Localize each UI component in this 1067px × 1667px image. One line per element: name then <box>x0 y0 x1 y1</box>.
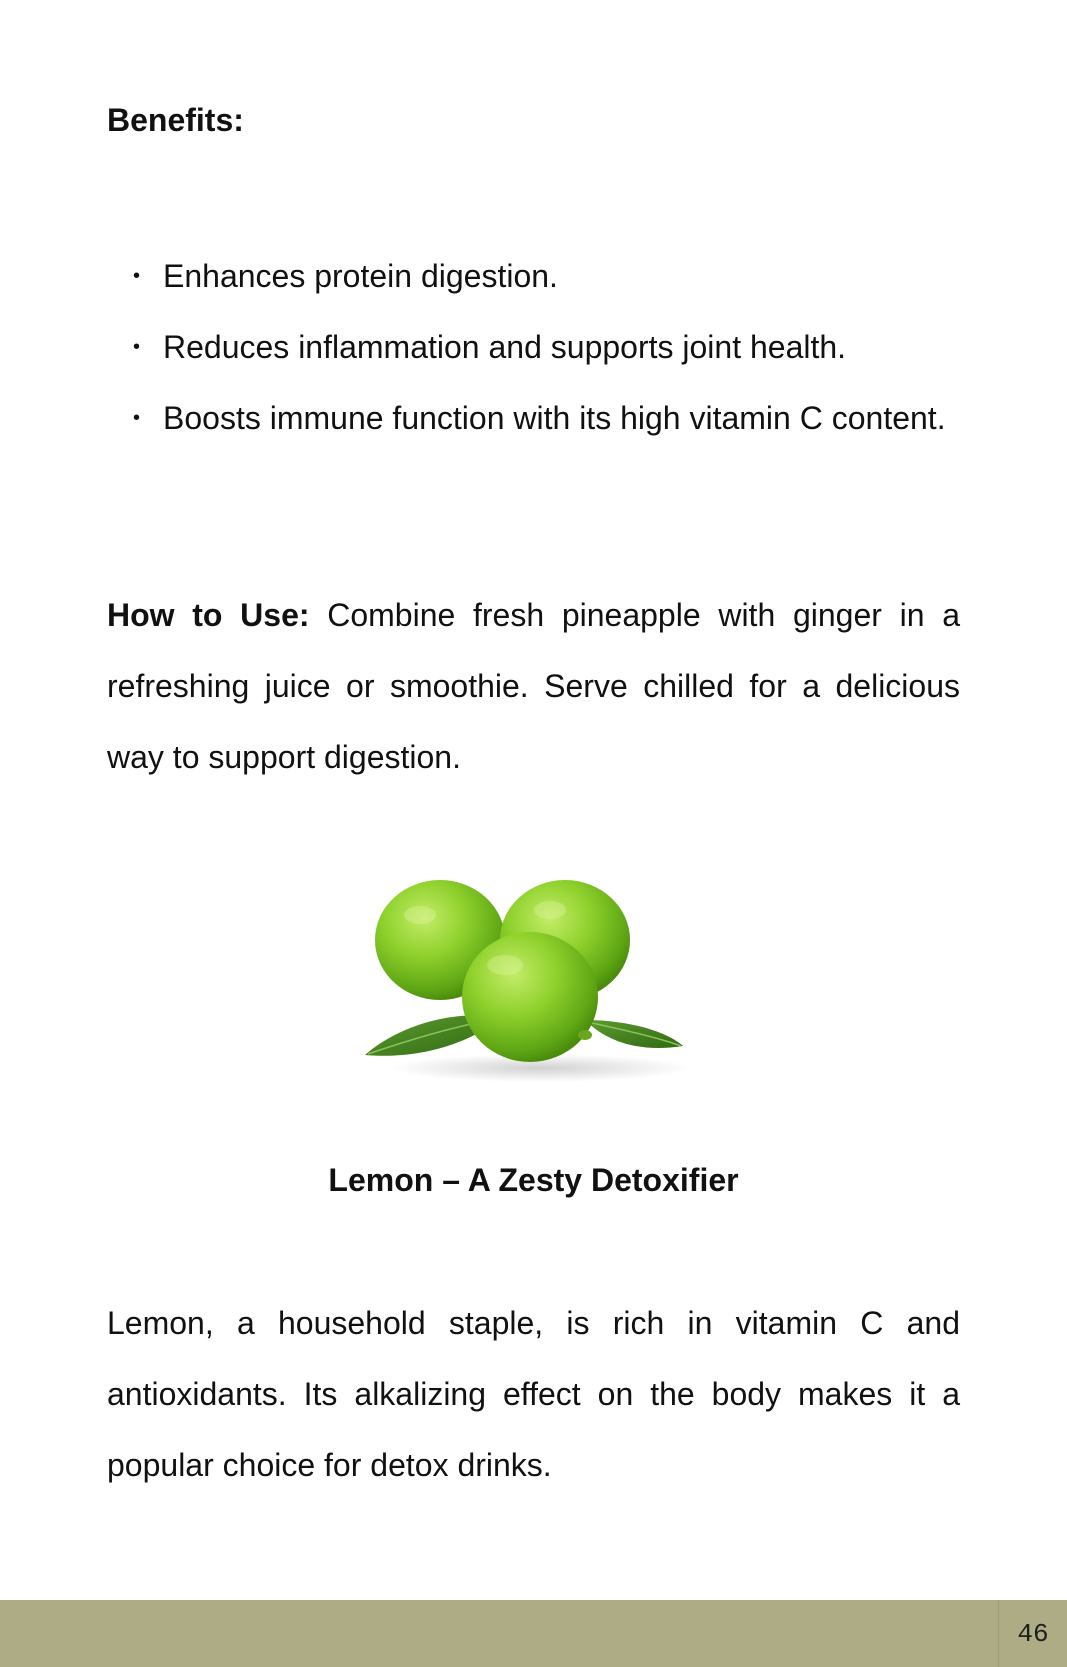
bullet-icon: • <box>133 265 141 287</box>
section-title: Lemon – A Zesty Detoxifier <box>328 1162 739 1198</box>
list-item-text: Enhances protein digestion. <box>163 258 558 294</box>
bullet-icon: • <box>133 407 141 429</box>
how-to-use-text: Combine fresh pineapple with ginger in a refreshing juice or smoothie. Serve chilled for a delicious way to support digestion. <box>107 597 960 775</box>
how-to-use-label: How to Use: <box>107 597 310 633</box>
list-item <box>107 241 960 312</box>
footer-bar <box>0 1600 1067 1667</box>
benefits-heading: Benefits: <box>107 102 244 138</box>
limes-image <box>365 870 705 1085</box>
how-to-use-paragraph <box>107 580 960 793</box>
list-item-text: Reduces inflammation and supports joint health. <box>163 329 847 365</box>
benefits-list <box>107 241 960 454</box>
list-item-text: Boosts immune function with its high vitamin C content. <box>163 400 946 436</box>
list-item <box>107 312 960 383</box>
lemon-paragraph: Lemon, a household staple, is rich in vitamin C and antioxidants. Its alkalizing effect on the body makes it a popular choice for detox drinks. <box>107 1305 960 1483</box>
bullet-icon: • <box>133 336 141 358</box>
list-item <box>107 383 960 454</box>
page-number: 46 <box>998 1600 1067 1667</box>
